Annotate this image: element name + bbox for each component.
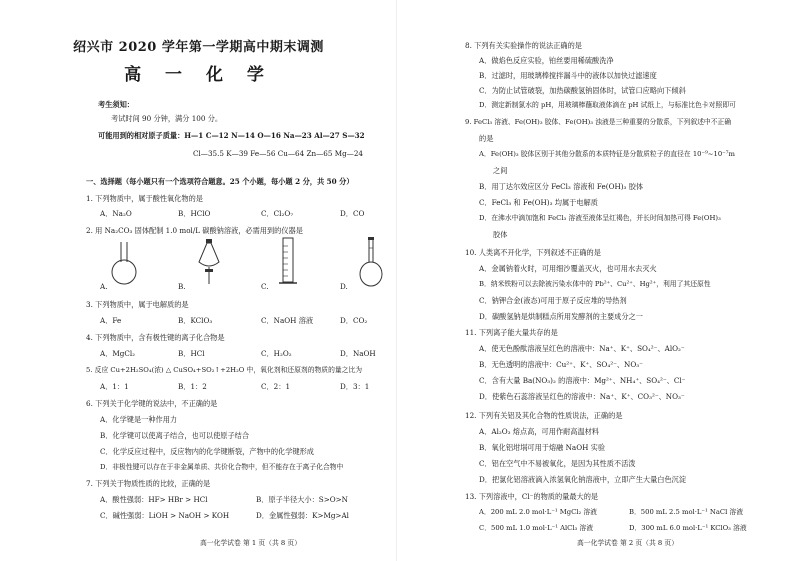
q7-option-a: A．酸性强弱：HF> HBr > HCl bbox=[100, 495, 208, 504]
q8-option-b: B．过滤时，用玻璃棒搅拌漏斗中的液体以加快过滤速度 bbox=[479, 71, 657, 80]
q11-option-c: C．含有大量 Ba(NO₃)₂ 的溶液中：Mg²⁺、NH₄⁺、SO₄²⁻、Cl⁻ bbox=[479, 376, 686, 385]
q3-option-d: D．CO₂ bbox=[340, 316, 368, 325]
question-13: 13. 下列溶液中，Cl⁻的物质的量最大的是 bbox=[465, 492, 599, 501]
q6-option-a: A．化学键是一种作用力 bbox=[100, 415, 178, 424]
question-2: 2. 用 Na₂CO₃ 固体配制 1.0 mol/L 碳酸钠溶液，必需用到的仪器是 bbox=[86, 226, 303, 235]
volumetric-flask-icon bbox=[358, 236, 384, 288]
q12-option-b: B．氧化铝坩埚可用于熔融 NaOH 实验 bbox=[479, 443, 606, 452]
q8-option-a: A．做焰色反应实验，铂丝要用稀硫酸洗净 bbox=[479, 56, 614, 65]
q13-option-a: A．200 mL 2.0 mol·L⁻¹ MgCl₂ 溶液 bbox=[479, 508, 597, 516]
question-6: 6. 下列关于化学键的说法中，不正确的是 bbox=[86, 399, 218, 408]
question-7: 7. 下列关于物质性质的比较，正确的是 bbox=[86, 479, 211, 488]
q4-option-a: A．MgCl₂ bbox=[100, 349, 136, 358]
atomic-masses-line1: 可能用到的相对原子质量：H—1 C—12 N—14 O—16 Na—23 Al—27 S—32 bbox=[98, 131, 365, 140]
separatory-funnel-icon bbox=[195, 238, 223, 286]
question-9-cont: 的是 bbox=[479, 134, 494, 143]
q5-option-c: C．2：1 bbox=[261, 382, 291, 391]
question-4: 4. 下列物质中，含有极性键的离子化合物是 bbox=[86, 333, 225, 342]
question-3: 3. 下列物质中，属于电解质的是 bbox=[86, 300, 189, 309]
q9-option-a-cont: 之间 bbox=[493, 166, 508, 175]
q13-option-c: C．500 mL 1.0 mol·L⁻¹ AlCl₃ 溶液 bbox=[479, 524, 594, 532]
q5-option-b: B．1：2 bbox=[178, 382, 207, 391]
q3-option-c: C．NaOH 溶液 bbox=[261, 316, 314, 325]
q10-option-c: C．钠钾合金(液态)可用于原子反应堆的导热剂 bbox=[479, 296, 627, 305]
q5-option-a: A．1：1 bbox=[100, 382, 129, 391]
question-5: 5. 反应 Cu+2H₂SO₄(浓) △ CuSO₄+SO₂↑+2H₂O 中，氧化剂和还原剂的物质的量之比为 bbox=[86, 366, 363, 374]
q9-option-c: C．FeCl₃ 和 Fe(OH)₃ 均属于电解质 bbox=[479, 198, 598, 207]
q4-option-d: D．NaOH bbox=[340, 349, 376, 358]
question-1: 1. 下列物质中，属于酸性氧化物的是 bbox=[86, 194, 203, 203]
q8-option-c: C．为防止试管破裂，加热碳酸氢钠固体时，试管口应略向下倾斜 bbox=[479, 86, 686, 95]
question-9: 9. FeCl₃ 溶液、Fe(OH)₃ 胶体、Fe(OH)₃ 浊液是三种重要的分散系，下列叙述中不正确 bbox=[465, 118, 732, 126]
q10-option-a: A．金属钠着火时，可用细沙覆盖灭火，也可用水去灭火 bbox=[479, 264, 657, 273]
q11-option-a: A．使无色酚酞溶液呈红色的溶液中：Na⁺、K⁺、SO₄²⁻、AlO₂⁻ bbox=[479, 344, 685, 353]
q1-option-c: C．Cl₂O₇ bbox=[261, 209, 294, 218]
q9-option-d-cont: 胶体 bbox=[493, 230, 508, 239]
q12-option-c: C．铝在空气中不易被氧化，是因为其性质不活泼 bbox=[479, 459, 636, 468]
q7-option-d: D．金属性强弱：K>Mg>Al bbox=[256, 511, 349, 520]
page-footer: 高一化学试卷 第 1 页（共 8 页） bbox=[200, 539, 302, 547]
exam-page-2 bbox=[397, 0, 794, 561]
q13-option-b: B．500 mL 2.5 mol·L⁻¹ NaCl 溶液 bbox=[629, 508, 744, 516]
q9-option-a: A．Fe(OH)₃ 胶体区别于其他分散系的本质特征是分散质粒子的直径在 10⁻⁹~10⁻⁷m bbox=[479, 150, 735, 158]
q8-option-d: D．测定新制氯水的 pH，用玻璃棒蘸取液体滴在 pH 试纸上，与标准比色卡对照即可 bbox=[479, 101, 736, 109]
q2-option-c: C. bbox=[261, 282, 269, 291]
q10-option-d: D．碳酸氢钠是烘制糕点所用发酵剂的主要成分之一 bbox=[479, 312, 643, 321]
q4-option-c: C．H₂O₂ bbox=[261, 349, 292, 358]
q5-option-d: D．3：1 bbox=[340, 382, 370, 391]
section-heading: 一、选择题（每小题只有一个选项符合题意。25 个小题，每小题 2 分，共 50 分） bbox=[86, 177, 354, 186]
q9-option-b: B．用丁达尔效应区分 FeCl₃ 溶液和 Fe(OH)₃ 胶体 bbox=[479, 182, 644, 191]
q11-option-d: D．使紫色石蕊溶液呈红色的溶液中：Na⁺、K⁺、CO₃²⁻、NO₃⁻ bbox=[479, 392, 685, 401]
q12-option-a: A．Al₂O₃ 熔点高，可用作耐高温材料 bbox=[479, 427, 600, 436]
q3-option-b: B．KClO₃ bbox=[178, 316, 213, 325]
question-12: 12. 下列有关铝及其化合物的性质说法，正确的是 bbox=[465, 411, 623, 420]
q1-option-d: D．CO bbox=[340, 209, 365, 218]
q6-option-d: D．非极性键可以存在于非金属单质、共价化合物中，但不能存在于离子化合物中 bbox=[100, 463, 344, 471]
q2-option-a: A. bbox=[100, 282, 108, 291]
notice-heading: 考生须知： bbox=[98, 100, 134, 109]
graduated-cylinder-icon bbox=[278, 236, 298, 288]
q2-option-d: D. bbox=[340, 282, 348, 291]
question-10: 10. 人类离不开化学，下列叙述不正确的是 bbox=[465, 248, 601, 257]
q10-option-b: B．纳米铁粉可以去除被污染水体中的 Pb²⁺、Cu²⁺、Hg²⁺，利用了其还原性 bbox=[479, 280, 711, 288]
exam-subject: 高 一 化 学 bbox=[124, 65, 273, 85]
q7-option-b: B．原子半径大小：S>O>N bbox=[256, 495, 348, 504]
atomic-masses-line2: Cl—35.5 K—39 Fe—56 Cu—64 Zn—65 Mg—24 bbox=[193, 149, 364, 158]
q6-option-c: C．化学反应过程中，反应物内的化学键断裂，产物中的化学键形成 bbox=[100, 447, 314, 456]
q11-option-b: B．无色透明的溶液中：Cu²⁺、K⁺、SO₄²⁻、NO₃⁻ bbox=[479, 360, 643, 369]
q13-option-d: D．300 mL 6.0 mol·L⁻¹ KClO₃ 溶液 bbox=[629, 524, 747, 532]
q12-option-d: D．把氯化铝溶液滴入浓氢氧化钠溶液中，立即产生大量白色沉淀 bbox=[479, 475, 687, 484]
q1-option-a: A．Na₂O bbox=[100, 209, 132, 218]
q2-option-b: B. bbox=[178, 282, 186, 291]
q3-option-a: A．Fe bbox=[100, 316, 122, 325]
exam-title: 绍兴市 2020 学年第一学期高中期末调测 bbox=[73, 40, 324, 55]
page-footer: 高一化学试卷 第 2 页（共 8 页） bbox=[577, 539, 679, 547]
round-bottom-flask-icon bbox=[108, 240, 140, 286]
q6-option-b: B．化学键可以使离子结合，也可以使原子结合 bbox=[100, 431, 250, 440]
q7-option-c: C．碱性强弱：LiOH > NaOH > KOH bbox=[100, 511, 230, 520]
q1-option-b: B．HClO bbox=[178, 209, 211, 218]
q9-option-d: D．在沸水中滴加饱和 FeCl₃ 溶液至液体呈红褐色，并长时间加热可得 Fe(OH)₃ bbox=[479, 214, 721, 222]
question-8: 8. 下列有关实验操作的说法正确的是 bbox=[465, 41, 582, 50]
question-11: 11. 下列离子能大量共存的是 bbox=[465, 328, 558, 337]
q4-option-b: B．HCl bbox=[178, 349, 205, 358]
notice-body: 考试时间 90 分钟，满分 100 分。 bbox=[111, 114, 223, 123]
